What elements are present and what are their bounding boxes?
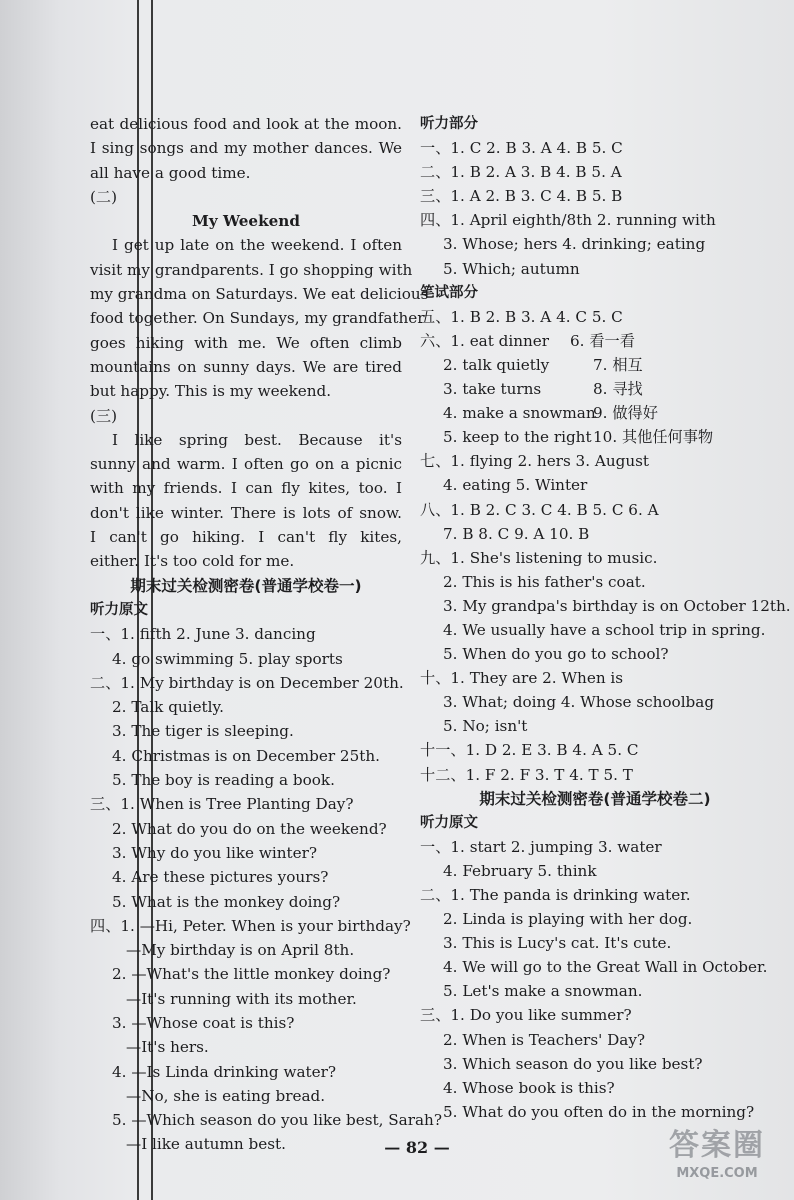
left-text-line: I get up late on the weekend. I often	[112, 236, 402, 255]
left-text-line: —My birthday is on April 8th.	[126, 941, 355, 960]
left-text-line: 5. —Which season do you like best, Sarah?	[112, 1111, 442, 1130]
left-text-line: —It's running with its mother.	[126, 989, 357, 1008]
right-text-line: 听力部分	[420, 116, 478, 132]
answer-item: 9. 做得好	[593, 404, 658, 423]
left-text-line: goes hiking with me. We often climb	[90, 333, 402, 352]
right-text-line: 5. What do you often do in the morning?	[443, 1102, 755, 1121]
right-text-line: 4. Whose book is this?	[443, 1078, 615, 1097]
left-text-line: 2. Talk quietly.	[112, 698, 224, 717]
right-text-line: 3. Whose; hers 4. drinking; eating	[443, 235, 706, 254]
right-text-line: 二、1. The panda is drinking water.	[420, 886, 691, 904]
right-text-line: 4. We usually have a school trip in spring.	[443, 620, 766, 639]
answer-item: 7. 相互	[593, 355, 643, 374]
right-text-line: 2. This is his father's coat.	[443, 572, 646, 591]
right-text-line: 一、1. start 2. jumping 3. water	[420, 837, 662, 856]
left-text-line: mountains on sunny days. We are tired	[90, 357, 402, 376]
left-text-line: I like spring best. Because it's	[112, 430, 402, 449]
right-text-line: 三、1. Do you like summer?	[420, 1006, 632, 1025]
right-text-line: 3. What; doing 4. Whose schoolbag	[443, 693, 715, 712]
left-text-line: 二、1. My birthday is on December 20th.	[90, 673, 404, 692]
watermark-url: MXQE.COM	[676, 1166, 758, 1181]
right-text-line: 十二、1. F 2. F 3. T 4. T 5. T	[420, 765, 633, 784]
right-text-line: 3. This is Lucy's cat. It's cute.	[443, 934, 672, 953]
right-text-line: 5. Which; autumn	[443, 259, 580, 278]
left-text-line: 4. Christmas is on December 25th.	[112, 746, 380, 765]
left-text-line: but happy. This is my weekend.	[90, 382, 332, 401]
right-text-line: 五、1. B 2. B 3. A 4. C 5. C	[420, 307, 623, 326]
right-text-line: 八、1. B 2. C 3. C 4. B 5. C 6. A	[420, 500, 659, 519]
right-text-line: 三、1. A 2. B 3. C 4. B 5. B	[420, 187, 623, 206]
left-text-line: my grandma on Saturdays. We eat delicious	[90, 285, 429, 304]
left-text-line: eat delicious food and look at the moon.	[90, 115, 402, 133]
left-text-line: 期末过关检测密卷(普通学校卷一)	[130, 576, 362, 595]
left-text-line: sunny and warm. I often go on a picnic	[90, 455, 402, 474]
answer-item: 8. 寻找	[593, 380, 643, 399]
left-text-line: —I like autumn best.	[126, 1135, 286, 1154]
left-text-line: with my friends. I can fly kites, too. I	[90, 479, 402, 498]
answer-item: 10. 其他任何事物	[593, 428, 714, 447]
right-text-line: 十、1. They are 2. When is	[420, 669, 624, 688]
answer-item: 6. 看一看	[570, 331, 635, 350]
right-text-line: 4. eating 5. Winter	[443, 476, 588, 495]
page-number: — 82 —	[384, 1138, 450, 1157]
right-text-line: 笔试部分	[420, 284, 478, 301]
right-text-line: 九、1. She's listening to music.	[420, 548, 658, 567]
right-text-line: 7. B 8. C 9. A 10. B	[443, 524, 590, 543]
left-text-line: 5. The boy is reading a book.	[112, 771, 335, 790]
left-text-line: 四、1. —Hi, Peter. When is your birthday?	[90, 916, 411, 935]
right-column	[420, 112, 791, 1124]
answer-item: 3. take turns	[443, 380, 542, 399]
right-text-line: 2. Linda is playing with her dog.	[443, 910, 693, 929]
right-text-line: 十一、1. D 2. E 3. B 4. A 5. C	[420, 741, 639, 760]
left-text-line: don't like winter. There is lots of snow.	[90, 503, 402, 522]
right-text-line: 期末过关检测密卷(普通学校卷二)	[479, 789, 711, 808]
right-text-line: 2. When is Teachers' Day?	[443, 1030, 646, 1049]
left-text-line: 5. What is the monkey doing?	[112, 892, 341, 911]
right-text-line: 4. We will go to the Great Wall in October.	[443, 958, 768, 977]
left-text-line: I can't go hiking. I can't fly kites,	[90, 528, 402, 547]
left-text-line: 4. —Is Linda drinking water?	[112, 1062, 337, 1081]
answer-item: 4. make a snowman	[443, 404, 596, 423]
left-text-line: 一、1. fifth 2. June 3. dancing	[90, 625, 316, 644]
left-text-line: 2. What do you do on the weekend?	[112, 819, 387, 838]
left-text-line: visit my grandparents. I go shopping with	[90, 260, 413, 279]
left-text-line: My Weekend	[192, 212, 300, 231]
right-text-line: 听力原文	[420, 814, 478, 831]
watermark-text: 答案圈	[669, 1128, 765, 1163]
watermark-logo	[662, 1126, 772, 1188]
left-text-line: food together. On Sundays, my grandfather	[90, 309, 425, 328]
right-text-line: 5. No; isn't	[443, 717, 528, 736]
left-text-line: either. It's too cold for me.	[90, 552, 295, 571]
right-text-line: 3. My grandpa's birthday is on October 12th.	[443, 596, 791, 615]
left-text-line: —No, she is eating bread.	[126, 1086, 326, 1105]
left-text-line: (三)	[90, 406, 118, 425]
right-text-line: 四、1. April eighth/8th 2. running with	[420, 211, 716, 230]
answer-item: 5. keep to the right	[443, 428, 592, 447]
left-text-line: 三、1. When is Tree Planting Day?	[90, 795, 354, 814]
left-text-line: 4. Are these pictures yours?	[112, 868, 329, 887]
answer-item: 六、1. eat dinner	[420, 331, 550, 350]
answer-item: 2. talk quietly	[443, 355, 550, 374]
right-text-line: 5. Let's make a snowman.	[443, 982, 643, 1001]
left-text-line: 3. The tiger is sleeping.	[112, 722, 294, 741]
left-text-line: (二)	[90, 187, 118, 206]
right-text-line: 3. Which season do you like best?	[443, 1054, 703, 1073]
right-text-line	[420, 401, 770, 425]
left-text-line: 听力原文	[90, 601, 148, 618]
right-text-line	[420, 425, 770, 449]
left-text-line: 2. —What's the little monkey doing?	[112, 965, 391, 984]
left-text-line: —It's hers.	[126, 1038, 209, 1057]
left-text-line: 4. go swimming 5. play sports	[112, 649, 343, 668]
left-text-line: 3. —Whose coat is this?	[112, 1013, 295, 1032]
right-text-line	[420, 329, 770, 353]
left-text-line: I sing songs and my mother dances. We	[90, 139, 402, 158]
right-text-line: 七、1. flying 2. hers 3. August	[420, 452, 650, 471]
left-text-line: all have a good time.	[90, 163, 251, 182]
right-text-line: 一、1. C 2. B 3. A 4. B 5. C	[420, 139, 623, 158]
right-text-line: 4. February 5. think	[443, 861, 597, 880]
right-text-line	[420, 353, 770, 377]
right-text-line	[420, 377, 770, 401]
right-text-line: 二、1. B 2. A 3. B 4. B 5. A	[420, 163, 622, 182]
right-text-line: 5. When do you go to school?	[443, 645, 669, 664]
left-text-line: 3. Why do you like winter?	[112, 843, 318, 862]
